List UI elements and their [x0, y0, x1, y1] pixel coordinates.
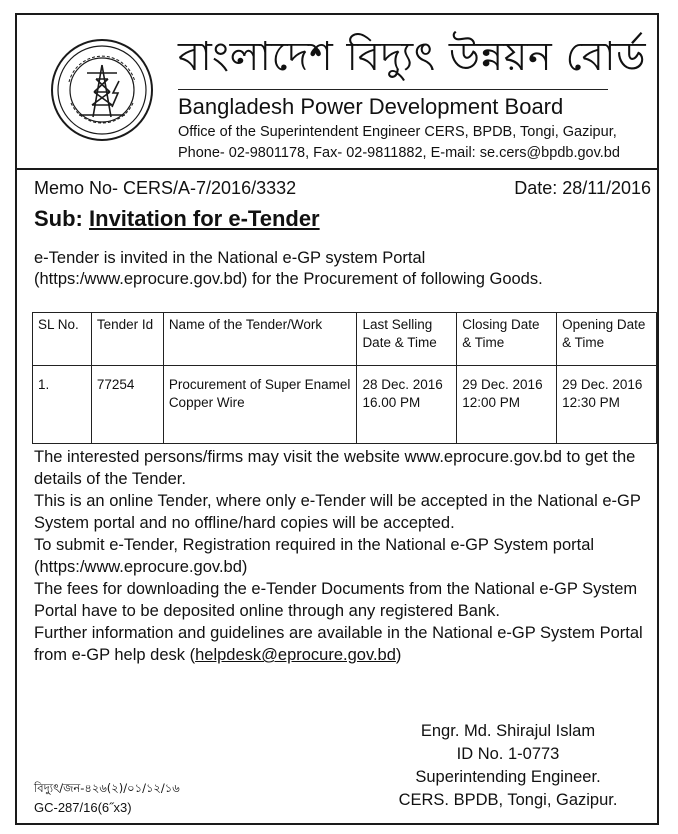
cell-opening: 29 Dec. 2016 12:30 PM: [557, 366, 657, 444]
signatory-designation: Superintending Engineer.: [415, 768, 601, 786]
header-tender-id: Tender Id: [91, 313, 163, 366]
table-row: [33, 366, 657, 444]
board-title-english: Bangladesh Power Development Board: [178, 94, 564, 119]
body-paragraph-fees: The fees for downloading the e-Tender Documents from the National e-GP System Portal have to be deposited online through any registered Bank.: [34, 580, 638, 620]
notice-body: [34, 446, 644, 666]
helpdesk-text-end: ): [395, 646, 402, 664]
intro-paragraph: e-Tender is invited in the National e-GP system Portal (https:/www.eprocure.gov.bd) for the Procurement of following Goods.: [34, 249, 543, 288]
cell-last-selling: 28 Dec. 2016 16.00 PM: [357, 366, 457, 444]
reference-gc: GC-287/16(6˝x3): [34, 800, 132, 815]
signature-block: [378, 720, 638, 812]
body-paragraph-website: The interested persons/firms may visit the website www.eprocure.gov.bd to get the details of the Tender.: [34, 448, 636, 488]
reference-codes: [34, 778, 180, 818]
office-address: Office of the Superintendent Engineer CERS, BPDB, Tongi, Gazipur,: [178, 124, 617, 140]
subject-text: Invitation for e-Tender: [89, 206, 320, 231]
cell-tender-id: 77254: [91, 366, 163, 444]
header-closing: Closing Date & Time: [457, 313, 557, 366]
board-title-bangla: বাংলাদেশ বিদ্যুৎ উন্নয়ন বোর্ড: [178, 34, 647, 80]
section-divider: [17, 168, 657, 170]
bpdb-seal-icon: [49, 37, 155, 143]
subject-prefix: Sub:: [34, 206, 83, 231]
cell-closing: 29 Dec. 2016 12:00 PM: [457, 366, 557, 444]
cell-sl: 1.: [33, 366, 92, 444]
body-paragraph-helpdesk: [34, 622, 644, 666]
signatory-office: CERS. BPDB, Tongi, Gazipur.: [398, 791, 618, 809]
memo-date: Date: 28/11/2016: [514, 178, 651, 198]
helpdesk-text: Further information and guidelines are available in the National e-GP System Portal from e-GP help desk (: [34, 624, 643, 664]
signatory-id: ID No. 1-0773: [456, 745, 560, 763]
table-header-row: [33, 313, 657, 366]
memo-number: Memo No- CERS/A-7/2016/3332: [34, 178, 297, 198]
helpdesk-email-link[interactable]: helpdesk@eprocure.gov.bd: [195, 646, 396, 664]
subject-line: [34, 206, 320, 232]
body-paragraph-registration: To submit e-Tender, Registration required in the National e-GP System portal (https:/www.eprocure.gov.bd): [34, 536, 595, 576]
header-sl: SL No.: [33, 313, 92, 366]
contact-line: Phone- 02-9801178, Fax- 02-9811882, E-mail: se.cers@bpdb.gov.bd: [178, 145, 620, 161]
reference-bangla: বিদ্যুৎ/জন-৪২৬(২)/০১/১২/১৬: [34, 781, 180, 795]
signatory-name: Engr. Md. Shirajul Islam: [420, 722, 596, 740]
header-last-selling: Last Selling Date & Time: [357, 313, 457, 366]
cell-name: Procurement of Super Enamel Copper Wire: [163, 366, 357, 444]
header-name: Name of the Tender/Work: [163, 313, 357, 366]
body-paragraph-online: This is an online Tender, where only e-Tender will be accepted in the National e-GP System portal and no offline/hard copies will be accepted.: [34, 492, 641, 532]
header-divider: [178, 89, 608, 90]
header-opening: Opening Date & Time: [557, 313, 657, 366]
tender-table: [32, 312, 657, 444]
